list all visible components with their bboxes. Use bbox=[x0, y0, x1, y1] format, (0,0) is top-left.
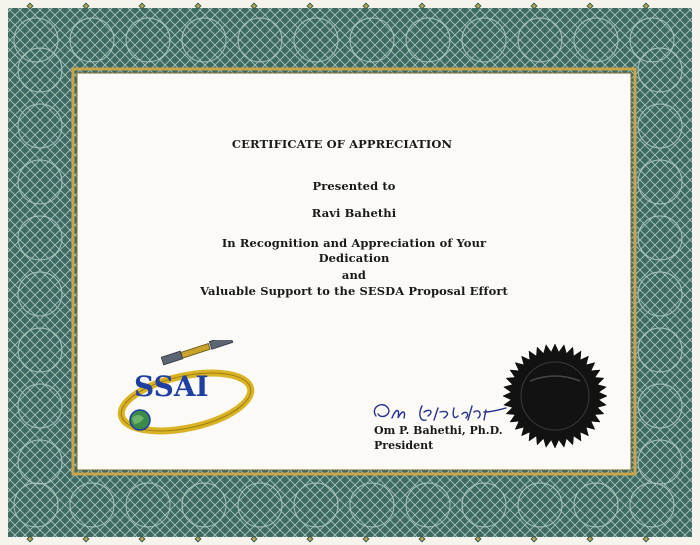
certificate-heading: CERTIFICATE OF APPRECIATION bbox=[231, 137, 453, 151]
signer-title: President bbox=[374, 439, 434, 452]
globe-icon bbox=[130, 410, 150, 430]
recognition-line-1: In Recognition and Appreciation of Your bbox=[221, 236, 487, 250]
presented-label: Presented to bbox=[312, 179, 396, 193]
recognition-line-4: Valuable Support to the SESDA Proposal Effort bbox=[200, 284, 508, 298]
satellite-icon bbox=[161, 340, 232, 365]
signer-name: Om P. Bahethi, Ph.D. bbox=[374, 424, 503, 437]
certificate-body bbox=[82, 78, 626, 465]
ssai-logo-text: SSAI bbox=[134, 370, 209, 403]
certificate-seal bbox=[500, 341, 610, 451]
recognition-line-2: Dedication bbox=[318, 251, 390, 265]
recipient-name: Ravi Bahethi bbox=[311, 206, 397, 220]
recognition-line-3: and bbox=[341, 268, 367, 282]
ssai-logo bbox=[114, 340, 264, 450]
